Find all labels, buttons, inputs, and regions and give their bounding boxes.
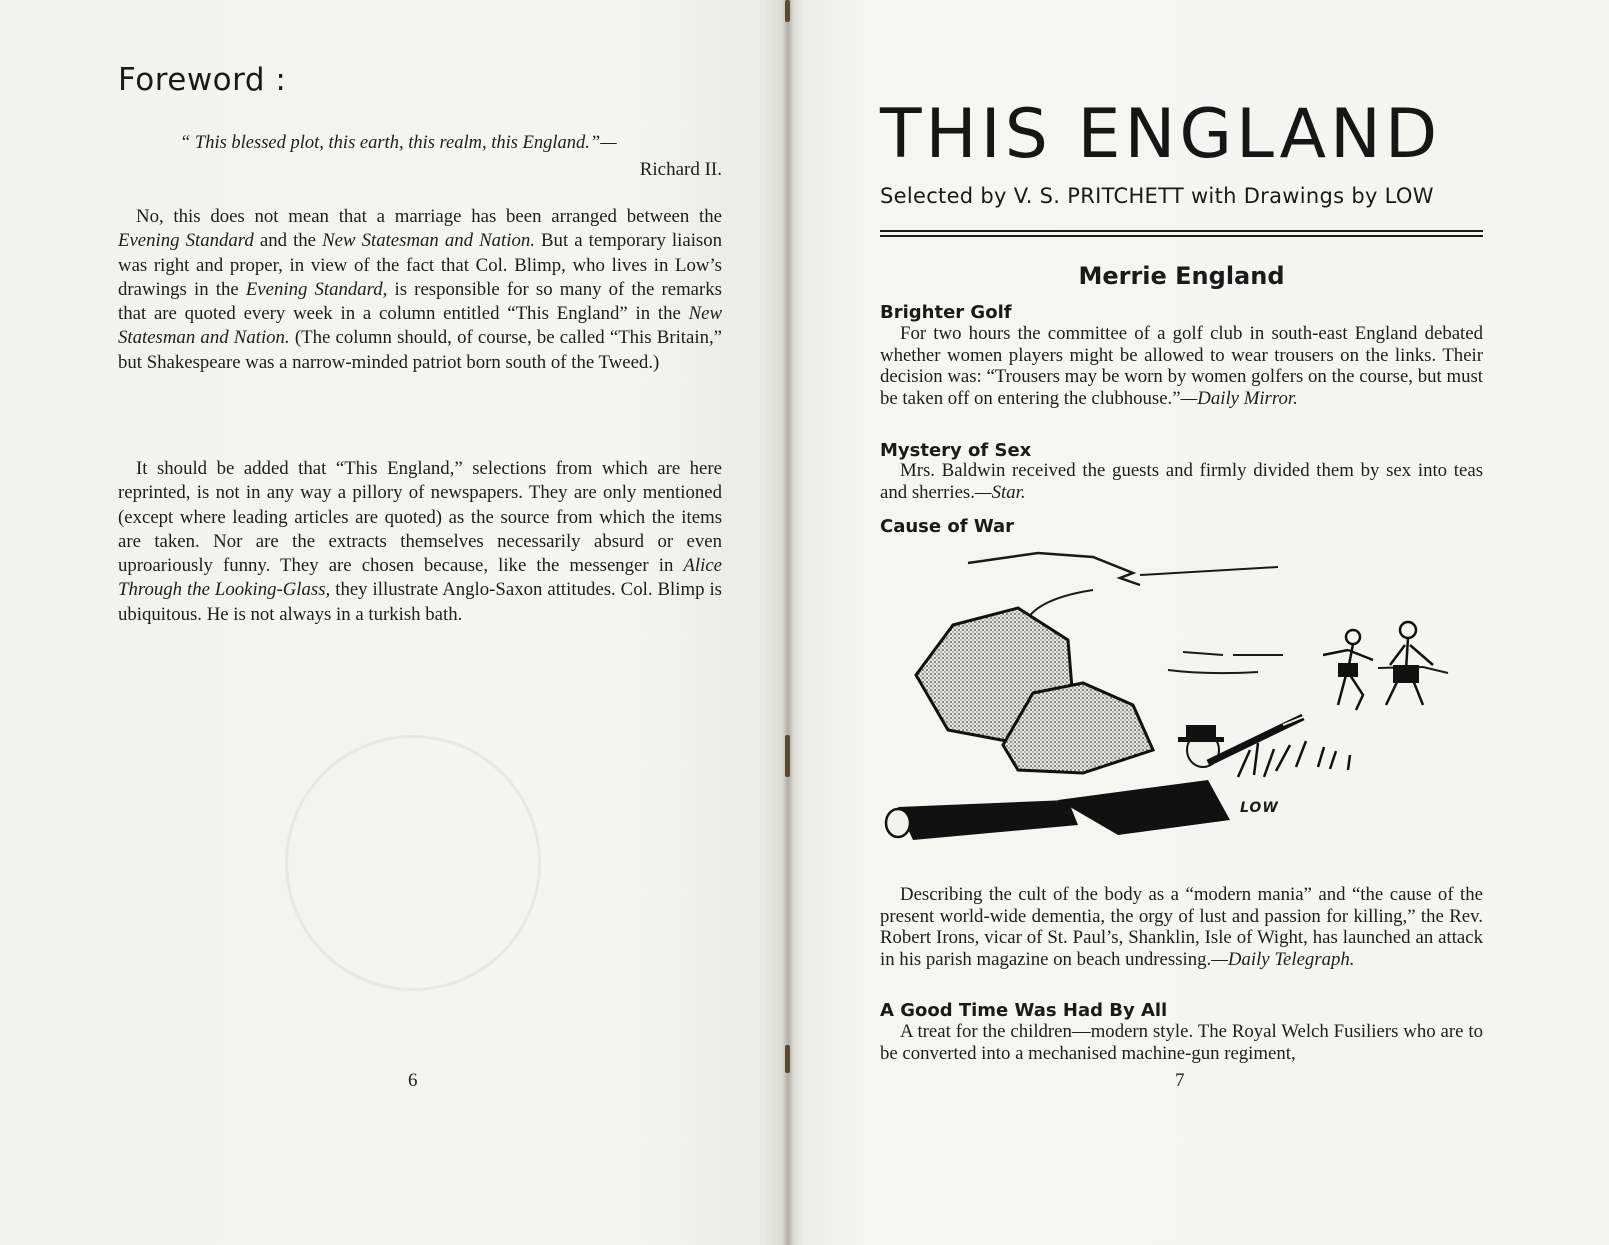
book-title: Alice Through the Looking-Glass, xyxy=(118,555,722,601)
foreword-title: Foreword : xyxy=(118,62,287,98)
item-text xyxy=(880,884,1483,970)
item-source: —Daily Mirror. xyxy=(1180,387,1298,409)
text-run: No, this does not mean that a marriage has been arranged between the xyxy=(136,206,722,227)
foreword-paragraph-1 xyxy=(118,205,722,375)
epigraph: “ This blessed plot, this earth, this realm, this England.”— xyxy=(180,133,617,153)
cartoonist-signature: LOW xyxy=(1240,800,1279,816)
item-heading: Cause of War xyxy=(880,516,1015,537)
item-heading: Mystery of Sex xyxy=(880,440,1032,461)
book-subtitle: Selected by V. S. PRITCHETT with Drawings by LOW xyxy=(880,184,1434,208)
double-rule xyxy=(880,230,1483,237)
page-number-right: 7 xyxy=(1175,1070,1185,1091)
cartoon-illustration xyxy=(878,545,1488,870)
item-body: For two hours the committee of a golf club in south-east England debated whether women players might be allowed to wear trousers on the links. Their decision was: “Trousers may be worn by women golfers on the course, but must be taken off on entering the clubhouse.” xyxy=(880,323,1483,409)
item-heading: Brighter Golf xyxy=(880,302,1012,323)
text-run: and the xyxy=(253,230,323,252)
epigraph-source: Richard II. xyxy=(639,159,722,180)
text-run: they illustrate Anglo-Saxon attitudes. Col. Blimp is ubiquitous. He is not always in a turkish bath. xyxy=(118,579,722,625)
item-body: Describing the cult of the body as a “modern mania” and “the cause of the present world-wide dementia, the orgy of lust and passion for killing,” the Rev. Robert Irons, vicar of St. Paul’s, Shanklin, Isle of Wight, has launched an attack in his parish magazine on beach undressing. xyxy=(880,884,1483,970)
item-heading: A Good Time Was Had By All xyxy=(880,1000,1168,1021)
item-body: A treat for the children—modern style. The Royal Welch Fusiliers who are to be converted into a mechanised machine-gun regiment, xyxy=(880,1021,1483,1064)
text-run: (The column should, of course, be called “This Britain,” but Shakespeare was a narrow-minded patriot born south of the Tweed.) xyxy=(118,327,722,373)
section-heading: Merrie England xyxy=(1078,262,1285,290)
binding-stitch xyxy=(785,735,790,777)
publication-name: New Statesman and Nation. xyxy=(118,303,722,349)
text-run: is responsible for so many of the remarks that are quoted every week in a column entitled “This England” in the xyxy=(118,278,722,325)
book-title: THIS ENGLAND xyxy=(880,95,1442,174)
publication-name: Evening Standard, xyxy=(245,278,388,300)
text-run: But a temporary liaison was right and proper, in view of the fact that Col. Blimp, who lives in Low’s drawings in the xyxy=(118,230,723,300)
item-source: —Daily Telegraph. xyxy=(1211,948,1355,970)
foreword-paragraph-2 xyxy=(118,457,722,627)
item-text xyxy=(880,460,1483,503)
binding-stitch xyxy=(785,1045,790,1073)
publication-name: New Statesman and Nation. xyxy=(322,230,535,252)
item-source: —Star. xyxy=(974,481,1026,503)
show-through-seal xyxy=(285,735,541,991)
publication-name: Evening Standard xyxy=(118,230,254,252)
item-body: Mrs. Baldwin received the guests and firmly divided them by sex into teas and sherries. xyxy=(880,460,1483,503)
item-text xyxy=(880,1021,1483,1064)
left-page xyxy=(0,0,788,1245)
text-run: It should be added that “This England,” selections from which are here reprinted, is not in any way a pillory of newspapers. They are only mentioned (except where leading articles are quoted) as the source from which the items are taken. Nor are the extracts themselves necessarily absurd or even uproariously funny. They are chosen because, like the messenger in xyxy=(118,458,722,577)
binding-stitch xyxy=(785,0,790,22)
item-text xyxy=(880,323,1483,409)
page-number-left: 6 xyxy=(408,1070,418,1091)
